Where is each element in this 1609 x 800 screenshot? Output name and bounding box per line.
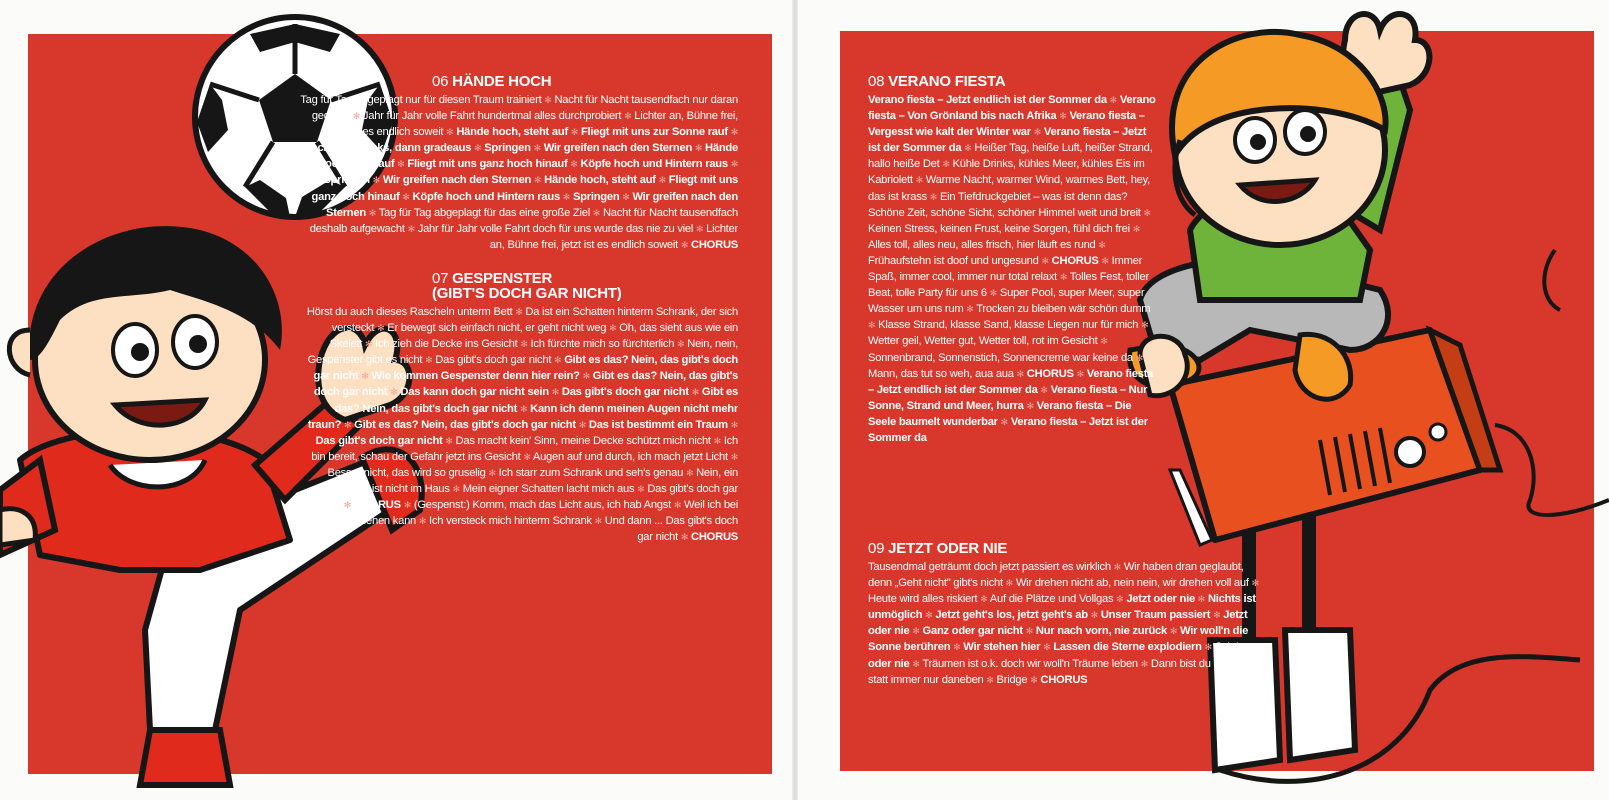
separator-asterisk-icon: ✻ [685,467,694,478]
lyric-phrase: Springen [572,190,620,203]
separator-asterisk-icon: ✻ [397,159,405,170]
lyric-phrase: Mein eigner Schatten lacht mich aus [462,482,635,495]
separator-asterisk-icon: ✻ [658,175,666,186]
separator-asterisk-icon: ✻ [364,339,373,350]
lyric-phrase: Keinen Stress, keinen Frust, keine Sorgen, fühl dich frei [868,222,1130,235]
section-06-number: 06 [432,73,449,90]
separator-asterisk-icon: ✻ [730,419,738,430]
lyric-phrase: Ich fürchte mich so fürchterlich [530,338,675,351]
lyric-phrase: Nacht für Nacht tausendfach nur daran gedacht [311,94,738,123]
lyric-phrase: Dann bist du mittendrin statt immer nur daneben [868,657,1261,686]
lyric-phrase: Weil ich bei Licht nichts sehen kann [304,499,738,528]
lyric-phrase: Nur nach vorn, nie zurück [1035,625,1167,638]
lyric-phrase: Gibt es das? Nein, das gibt's doch gar nicht [354,418,576,431]
lyric-phrase: CHORUS [1051,254,1099,267]
section-06-name: HÄNDE HOCH [452,73,552,90]
separator-asterisk-icon: ✻ [570,127,579,138]
lyric-phrase: Nein, ein Gespenst ist nicht im Haus [323,466,738,495]
separator-asterisk-icon: ✻ [402,191,410,202]
lyric-phrase: Hörst du auch dieses Rascheln unterm Bett [306,305,513,318]
separator-asterisk-icon: ✻ [520,339,528,350]
separator-asterisk-icon: ✻ [929,191,938,202]
lyric-phrase: Wir greifen nach den Sternen [543,142,693,155]
section-07-subtitle: (GIBT'S DOCH GAR NICHT) [432,284,622,302]
separator-asterisk-icon: ✻ [519,403,528,414]
lyric-phrase: CHORUS [691,531,738,544]
lyric-phrase: Trocken zu bleiben wär schön dumm [976,303,1151,316]
lyric-phrase: Jetzt oder nie [868,641,1239,670]
separator-asterisk-icon: ✻ [368,207,377,218]
separator-asterisk-icon: ✻ [488,467,496,478]
separator-asterisk-icon: ✻ [677,339,685,350]
lyric-phrase: Das gibt's doch gar nicht [318,482,738,512]
separator-asterisk-icon: ✻ [637,483,645,494]
separator-asterisk-icon: ✻ [1101,255,1109,266]
lyric-phrase: Wir haben dran geglaubt, denn „Geht nicht" gibt's nicht [868,561,1244,590]
separator-asterisk-icon: ✻ [1033,127,1042,138]
lyric-phrase: Unser Traum passiert [1100,609,1211,622]
separator-asterisk-icon: ✻ [1025,626,1033,637]
lyric-phrase: Das kann doch gar nicht sein [400,386,549,399]
lyric-phrase: Das gibt's doch gar nicht [435,354,552,367]
lyric-phrase: Heißer Tag, heiße Luft, heißer Strand, hallo heiße Det [868,142,1153,171]
lyric-phrase: Ich starr zum Schrank und seh's genau [498,466,684,479]
section-08-name: VERANO FIESTA [888,73,1006,90]
lyric-phrase: Fliegt mit uns ganz hoch hinauf [311,174,738,203]
separator-asterisk-icon: ✻ [551,387,559,398]
lyric-phrase: Tag für Tag abgeplagt für das eine große Ziel [378,206,590,219]
lyric-phrase: Super Pool, super Meer, super Wasser um uns rum [868,287,1145,316]
separator-asterisk-icon: ✻ [730,159,738,170]
section-07-number: 07 [432,269,449,287]
separator-asterisk-icon: ✻ [1140,658,1149,669]
lyric-phrase: Lassen die Sterne explodiern [1053,641,1202,654]
lyric-phrase: Mann, das tut so weh, aua aua [868,367,1014,380]
lyric-phrase: Das gibt's doch gar nicht [315,434,443,447]
separator-asterisk-icon: ✻ [691,387,699,398]
lyric-phrase: Frühaufstehn ist doof und ungesund [868,254,1039,267]
separator-asterisk-icon: ✻ [1090,610,1098,621]
separator-asterisk-icon: ✻ [1016,368,1024,379]
lyric-phrase: Wie kommen Gespenster denn hier rein? [371,370,580,383]
section-07-lyrics [300,304,738,545]
lyric-phrase: CHORUS [353,499,401,512]
lyric-phrase: Lichter an, Bühne frei, jetzt ist es endlich soweit [326,110,738,139]
lyric-phrase: (Gespenst:) Komm, mach das Licht aus, ich hab Angst [413,499,671,512]
separator-asterisk-icon: ✻ [989,288,998,299]
lyric-phrase: Besser nicht, das wird so gruselig [327,466,486,479]
separator-asterisk-icon: ✻ [1132,223,1141,234]
lyric-phrase: Warme Nacht, warmer Wind, warmes Bett, hey, das ist krass [868,174,1151,203]
lyric-phrase: Immer Spaß, immer cool, immer nur total relaxt [868,254,1143,284]
lyric-phrase: Ich versteck mich hinterm Schrank [429,515,592,528]
separator-asterisk-icon: ✻ [592,207,601,218]
separator-asterisk-icon: ✻ [1043,642,1051,653]
lyric-phrase: Verano fiesta – Nur Sonne, Strand und Meer, hurra [868,383,1148,412]
separator-asterisk-icon: ✻ [1109,95,1117,105]
lyric-phrase: Wir greifen nach den Sternen [326,190,738,219]
separator-asterisk-icon: ✻ [390,387,398,398]
separator-asterisk-icon: ✻ [554,355,562,366]
separator-asterisk-icon: ✻ [361,371,369,382]
separator-asterisk-icon: ✻ [377,323,385,334]
lyric-phrase: Nacht für Nacht tausendfach deshalb aufgewacht [309,206,738,235]
lyric-phrase: Verano fiesta – Vergesst wie kalt der Winter war [868,110,1145,139]
lyric-phrase: Fliegt mit uns ganz hoch hinauf [407,158,568,171]
separator-asterisk-icon: ✻ [534,175,542,186]
lyric-phrase: Tolles Fest, toller Beat, tolle Party für uns 6 [868,271,1149,300]
separator-asterisk-icon: ✻ [562,191,571,202]
lyrics-column-right-top [868,74,1158,446]
separator-asterisk-icon: ✻ [964,143,972,154]
lyric-phrase: Gibt es das? Nein, das gibt's doch gar nicht [313,354,738,383]
section-08-number: 08 [868,73,885,90]
separator-asterisk-icon: ✻ [1135,352,1144,363]
lyric-phrase: Gibt es das? Nein, das gibt's doch gar nicht [334,386,738,415]
lyric-phrase: CHORUS [691,238,738,251]
separator-asterisk-icon: ✻ [912,658,920,669]
lyric-phrase: Wir drehen nicht ab, nein nein, wir drehen voll auf [1015,577,1249,590]
separator-asterisk-icon: ✻ [515,306,523,317]
separator-asterisk-icon: ✻ [730,451,738,462]
lyric-phrase: Klasse Strand, klasse Sand, klasse Liegen nur für mich [878,319,1139,332]
separator-asterisk-icon: ✻ [942,159,950,170]
separator-asterisk-icon: ✻ [403,500,411,511]
lyric-phrase: Ich zieh die Decke ins Gesicht [375,338,518,351]
separator-asterisk-icon: ✻ [680,532,689,543]
lyric-phrase: Alles toll, alles neu, alles frisch, hier läuft es rund [868,238,1096,251]
lyric-phrase: Er bewegt sich einfach nicht, er geht nicht weg [387,322,607,335]
lyric-phrase: Heute wird alles riskiert [868,593,978,606]
lyric-phrase: Bridge [996,673,1028,686]
separator-asterisk-icon: ✻ [1113,562,1121,572]
separator-asterisk-icon: ✻ [1204,642,1212,653]
lyric-phrase: Wetter geil, Wetter gut, Wetter toll, rot im Gesicht [868,335,1098,348]
separator-asterisk-icon: ✻ [694,143,703,154]
separator-asterisk-icon: ✻ [1116,594,1124,605]
lyric-phrase: Kühle Drinks, kühles Meer, kühles Eis im Kabriolett [868,158,1145,187]
separator-asterisk-icon: ✻ [915,175,923,186]
lyric-phrase: Hände hoch, steht auf [544,174,656,187]
separator-asterisk-icon: ✻ [445,435,453,446]
lyric-phrase: Jahr für Jahr volle Fahrt hundertmal alles durchprobiert [362,110,622,123]
lyric-phrase: Jetzt oder nie [868,609,1248,638]
separator-asterisk-icon: ✻ [352,111,361,122]
section-06-title [300,74,738,89]
separator-asterisk-icon: ✻ [730,127,738,138]
lyric-phrase: Verano fiesta – Die Seele baumelt wunderbar [868,399,1132,428]
separator-asterisk-icon: ✻ [1030,674,1038,685]
separator-asterisk-icon: ✻ [474,143,482,154]
separator-asterisk-icon: ✻ [1251,578,1259,589]
separator-asterisk-icon: ✻ [418,516,427,527]
section-09-lyrics [868,559,1261,688]
separator-asterisk-icon: ✻ [986,674,994,685]
lyric-phrase: Ein Tiefdruckgebiet – was ist denn das? Schöne Zeit, schöne Sicht, schöner Himmel weit und breit [868,190,1141,219]
section-06-lyrics [300,92,738,253]
lyric-phrase: Nein, nein, Gespenster gibt es nicht [307,338,738,367]
lyric-phrase: Wir stehen hier [963,641,1041,654]
lyric-phrase: Köpfe hoch und Hintern raus [412,190,560,203]
separator-asterisk-icon: ✻ [1040,384,1048,395]
separator-asterisk-icon: ✻ [953,642,961,653]
separator-asterisk-icon: ✻ [446,127,454,138]
lyrics-column-right-bottom [868,541,1261,688]
separator-asterisk-icon: ✻ [1026,400,1034,411]
lyric-phrase: Hände hoch, steht auf [456,126,568,139]
lyric-phrase: Springen [323,174,370,187]
separator-asterisk-icon: ✻ [1197,594,1206,605]
lyric-phrase: Ich bin bereit, schau der Gefahr jetzt ins Gesicht [311,434,738,463]
lyric-phrase: Das macht kein' Sinn, meine Decke schützt mich nicht [455,434,711,447]
separator-asterisk-icon: ✻ [912,626,920,637]
separator-asterisk-icon: ✻ [868,320,876,331]
separator-asterisk-icon: ✻ [344,419,352,430]
section-07-name: GESPENSTER [452,269,553,287]
section-09-title [868,541,1261,556]
separator-asterisk-icon: ✻ [696,223,704,234]
separator-asterisk-icon: ✻ [533,143,541,154]
separator-asterisk-icon: ✻ [1041,255,1049,266]
separator-asterisk-icon: ✻ [425,355,433,366]
lyric-phrase: Springen [484,142,531,155]
separator-asterisk-icon: ✻ [1213,610,1221,621]
lyric-phrase: Und dann ... Das gibt's doch gar nicht [604,515,738,544]
separator-asterisk-icon: ✻ [1059,272,1068,283]
section-07-title [300,271,738,301]
lyric-phrase: Oh, das sieht aus wie ein Skelett [329,322,738,351]
lyric-phrase: Das ist bestimmt ein Traum [588,418,728,431]
separator-asterisk-icon: ✻ [523,451,531,462]
separator-asterisk-icon: ✻ [713,435,721,446]
separator-asterisk-icon: ✻ [578,419,586,430]
separator-asterisk-icon: ✻ [452,483,460,494]
separator-asterisk-icon: ✻ [372,175,380,186]
separator-asterisk-icon: ✻ [1098,239,1106,250]
lyric-phrase: Jetzt oder nie [1126,593,1195,606]
separator-asterisk-icon: ✻ [1143,207,1151,218]
separator-asterisk-icon: ✻ [570,159,578,170]
page-gutter [792,0,798,800]
separator-asterisk-icon: ✻ [1000,416,1008,427]
separator-asterisk-icon: ✻ [1076,368,1084,379]
section-08-title [868,74,1158,89]
lyric-phrase: Gibt es das? Nein, das gibt's doch gar nicht [313,370,738,399]
separator-asterisk-icon: ✻ [680,239,689,250]
separator-asterisk-icon: ✻ [594,516,602,527]
separator-asterisk-icon: ✻ [966,304,974,315]
lyric-phrase: Wir greifen nach den Sternen [382,174,532,187]
lyric-phrase: Nichts ist unmöglich [868,593,1256,622]
lyric-phrase: Verano fiesta – Von Grönland bis nach Afrika [868,94,1156,123]
lyric-phrase: Verano fiesta – Jetzt endlich ist der Sommer da [868,94,1107,106]
section-08-lyrics [868,92,1158,446]
lyric-phrase: Verano fiesta – Jetzt ist der Sommer da [868,415,1148,444]
separator-asterisk-icon: ✻ [673,500,682,511]
separator-asterisk-icon: ✻ [1141,320,1149,331]
lyric-phrase: Wir woll'n die Sonne berühren [868,625,1249,654]
separator-asterisk-icon: ✻ [407,223,415,234]
separator-asterisk-icon: ✻ [343,500,351,511]
separator-asterisk-icon: ✻ [925,610,933,621]
lyric-phrase: Verano fiesta – Jetzt endlich ist der Sommer da [868,367,1154,396]
lyric-phrase: Da ist ein Schatten hinterm Schrank, der sich versteckt [331,305,738,335]
lyric-phrase: Verano fiesta – Jetzt ist der Sommer da [868,126,1147,155]
lyric-phrase: CHORUS [1040,673,1088,686]
section-09-name: JETZT ODER NIE [888,540,1008,557]
separator-asterisk-icon: ✻ [980,594,988,605]
lyric-phrase: Rechts und links, dann gradeaus [303,142,472,155]
separator-asterisk-icon: ✻ [1005,578,1013,589]
lyric-phrase: Lichter an, Bühne frei, jetzt ist es endlich soweit [489,222,738,251]
separator-asterisk-icon: ✻ [1169,626,1178,637]
section-09-number: 09 [868,540,885,557]
separator-asterisk-icon: ✻ [622,191,630,202]
lyric-phrase: Jetzt geht's los, jetzt geht's ab [935,609,1088,622]
lyric-phrase: Fliegt mit uns zur Sonne rauf [580,126,728,139]
lyric-phrase: Auf die Plätze und Vollgas [989,593,1114,606]
separator-asterisk-icon: ✻ [544,95,552,105]
separator-asterisk-icon: ✻ [1100,336,1108,347]
lyric-phrase: Ganz oder gar nicht [922,625,1023,638]
lyric-phrase: Hände hoch, steht auf [318,142,738,171]
lyric-phrase: Sonnenbrand, Sonnenstich, Sonnencreme war keine da [868,351,1133,364]
lyric-phrase: CHORUS [1026,367,1074,380]
separator-asterisk-icon: ✻ [609,323,617,334]
lyric-phrase: Köpfe hoch und Hintern raus [580,158,728,171]
lyric-phrase: Das gibt's doch gar nicht [561,386,689,399]
lyric-phrase: Tag für Tag abgeplagt nur für diesen Traum trainiert [300,94,542,106]
separator-asterisk-icon: ✻ [1059,111,1067,122]
lyric-phrase: Kann ich denn meinen Augen nicht mehr traun? [307,402,738,431]
lyric-phrase: Jahr für Jahr volle Fahrt doch für uns wurde das nie zu viel [417,222,694,235]
lyrics-column-left [300,74,738,545]
lyric-phrase: Augen auf und durch, ich mach jetzt Licht [532,450,728,463]
lyric-phrase: Träumen ist o.k. doch wir woll'n Träume leben [922,657,1138,670]
separator-asterisk-icon: ✻ [624,111,632,122]
lyric-phrase: Tausendmal geträumt doch jetzt passiert es wirklich [868,561,1111,573]
separator-asterisk-icon: ✻ [582,371,590,382]
